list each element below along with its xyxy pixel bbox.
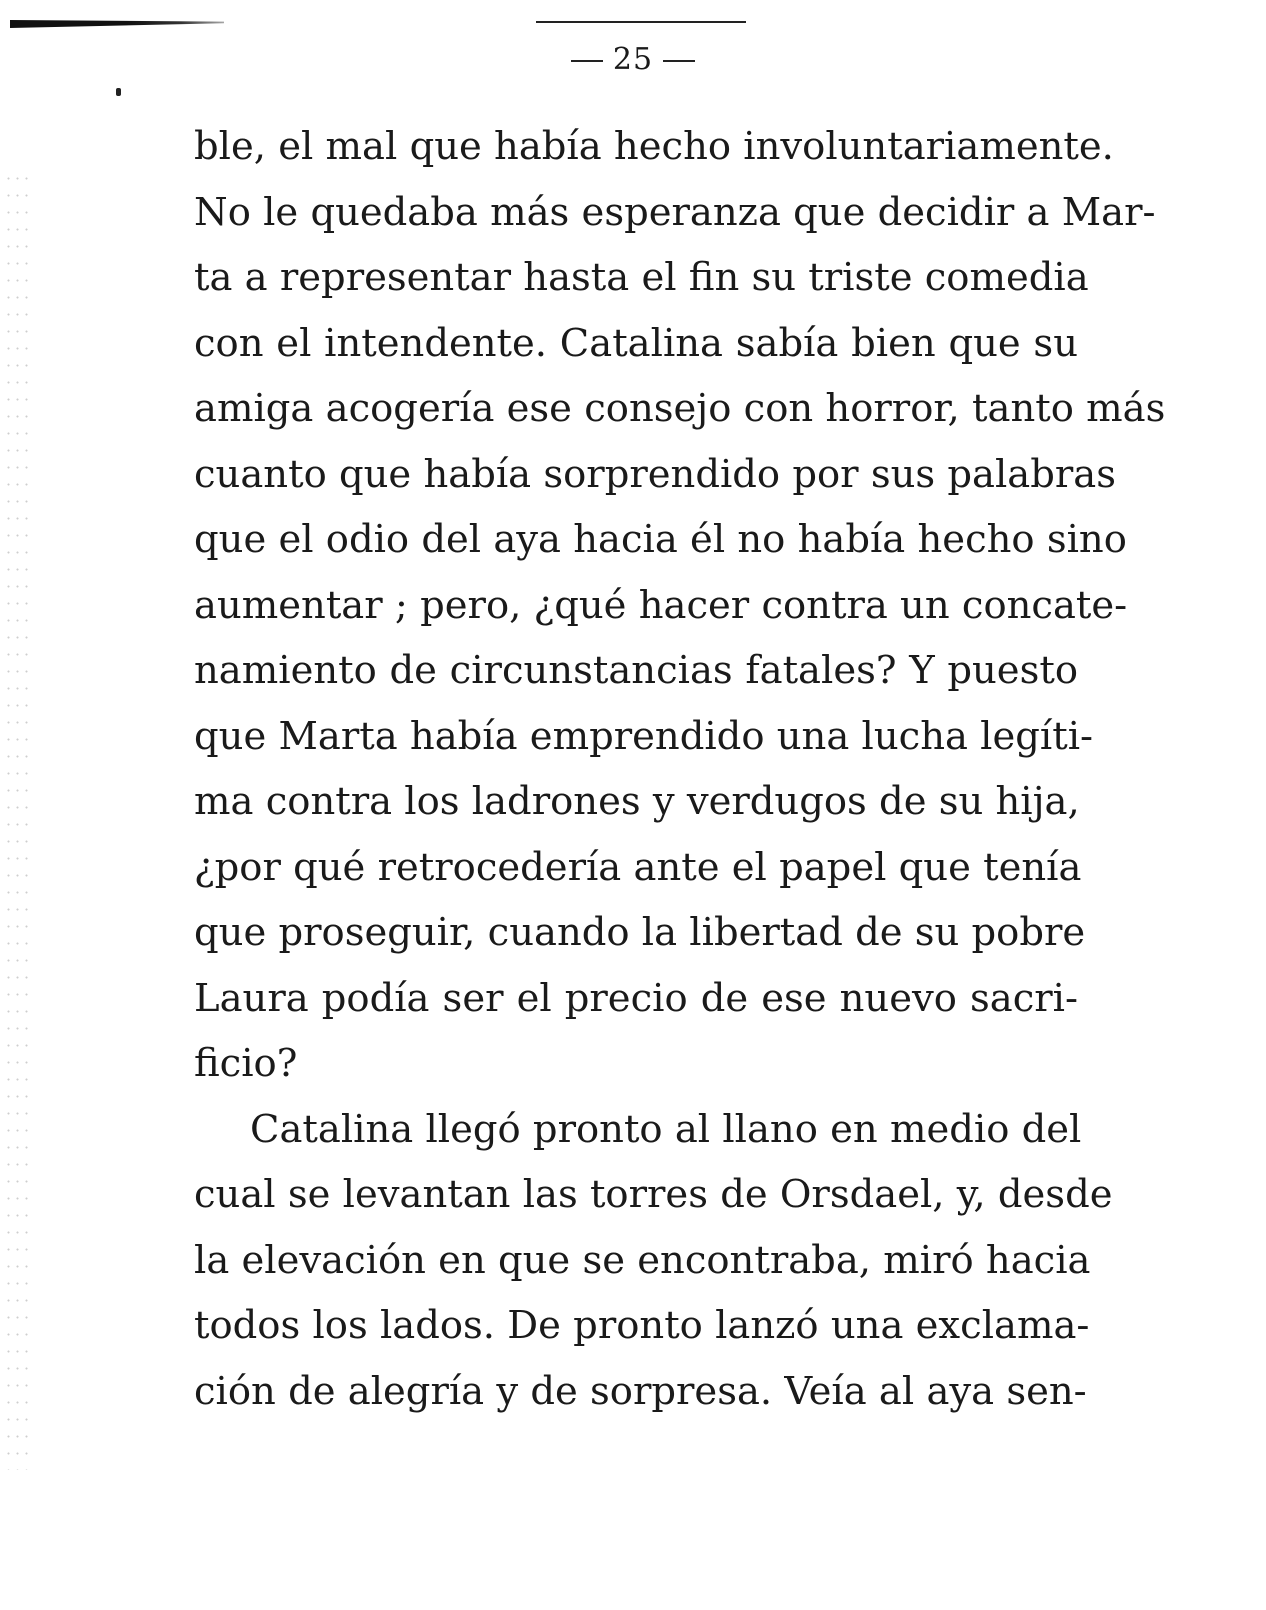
header-dash-right <box>663 60 695 62</box>
top-left-rule <box>10 20 224 28</box>
text-line: que Marta había emprendido una lucha legíti- <box>194 713 1094 759</box>
paragraph-last-line: ficio? <box>194 1041 298 1086</box>
text-line: Laura podía ser el precio de ese nuevo sacri- <box>194 975 1078 1021</box>
text-line: ble, el mal que había hecho involuntariamente. <box>194 124 1114 169</box>
text-line: con el intendente. Catalina sabía bien que su <box>194 320 1078 366</box>
text-line: ción de alegría y de sorpresa. Veía al aya sen- <box>194 1368 1087 1414</box>
text-line: que el odio del aya hacia él no había hecho sino <box>194 517 1127 562</box>
margin-specks <box>4 170 28 1470</box>
text-line: la elevación en que se encontraba, miró hacia <box>194 1237 1091 1283</box>
header-dash-left <box>571 60 603 62</box>
top-center-rule <box>536 21 746 23</box>
paragraph-first-line: Catalina llegó pronto al llano en medio del <box>250 1106 1082 1152</box>
text-line: cuanto que había sorprendido por sus palabras <box>194 451 1116 497</box>
text-line: ma contra los ladrones y verdugos de su hija, <box>194 779 1080 824</box>
body-text <box>194 114 1166 1424</box>
print-mark <box>116 88 121 96</box>
page-header <box>0 40 1266 80</box>
text-line: No le quedaba más esperanza que decidir a Mar- <box>194 189 1156 235</box>
text-line: ta a representar hasta el fin su triste comedia <box>194 255 1089 300</box>
text-line: aumentar ; pero, ¿qué hacer contra un concate- <box>194 582 1128 628</box>
text-line: cual se levantan las torres de Orsdael, y, desde <box>194 1172 1113 1217</box>
text-line: todos los lados. De pronto lanzó una exclama- <box>194 1303 1090 1348</box>
text-line: amiga acogería ese consejo con horror, tanto más <box>194 386 1166 431</box>
text-line: que proseguir, cuando la libertad de su pobre <box>194 910 1086 955</box>
page-number: 25 <box>612 42 654 77</box>
text-line: namiento de circunstancias fatales? Y puesto <box>194 648 1078 693</box>
text-line: ¿por qué retrocedería ante el papel que tenía <box>194 844 1082 890</box>
